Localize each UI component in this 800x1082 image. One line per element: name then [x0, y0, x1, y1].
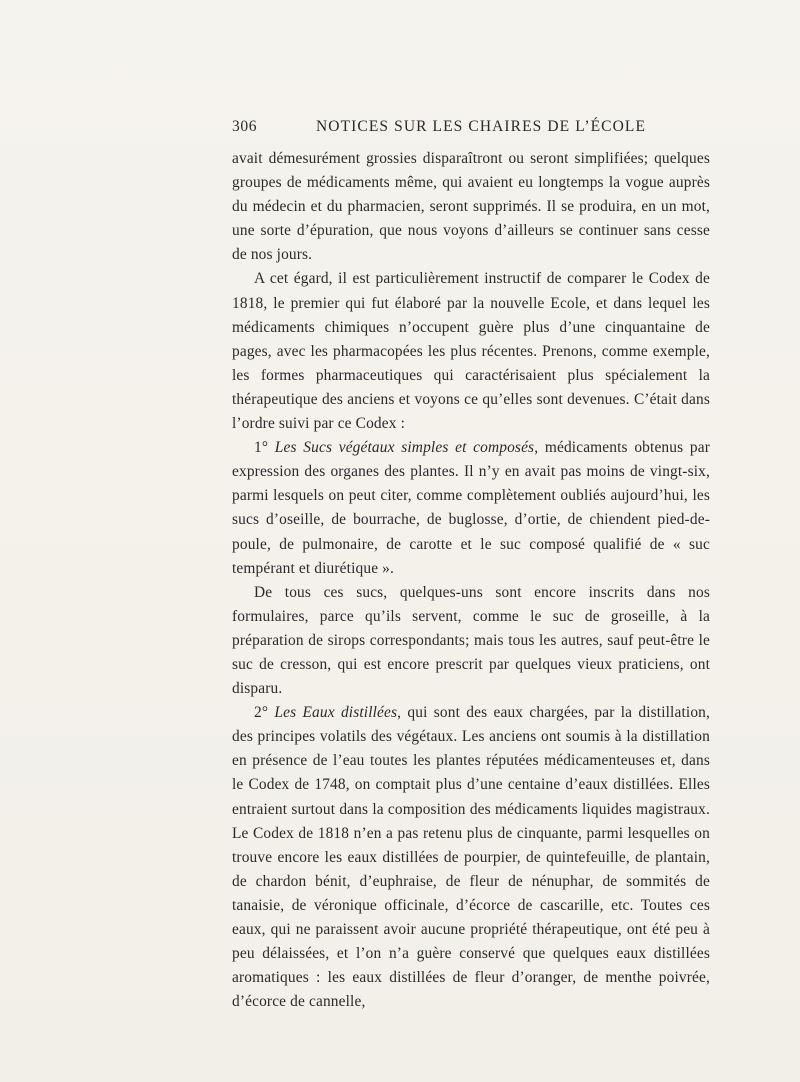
running-title: NOTICES SUR LES CHAIRES DE L’ÉCOLE: [316, 118, 647, 135]
paragraph: [232, 581, 710, 701]
paragraph: [232, 267, 710, 436]
paragraph-numbered: [232, 436, 710, 581]
paragraph-text: A cet égard, il est particulièrement instructif de comparer le Codex de 1818, le premier qui fut élaboré par la nouvelle Ecole, et dans lequel les médicaments chimiques n’occupent guère plus d’une cinquantaine de pages, avec les pharmacopées les plus récentes. Prenons, comme exemple, les formes pharmaceutiques qui caractérisaient plus spécialement la thérapeutique des anciens et voyons ce qu’elles sont devenues. C’était dans l’ordre suivi par ce Codex :: [232, 270, 710, 433]
paragraph-numbered: [232, 701, 710, 1014]
paragraph-text: De tous ces sucs, quelques-uns sont encore inscrits dans nos formulaires, parce qu’ils servent, comme le suc de groseille, à la préparation de sirops correspondants; mais tous les autres, sauf peut-être le suc de cresson, qui est encore prescrit par quelques vieux praticiens, ont disparu.: [232, 583, 710, 698]
item-title: Les Eaux distillées: [274, 704, 398, 722]
running-header: [232, 118, 710, 140]
paragraph: [232, 147, 710, 267]
paragraph-text: , qui sont des eaux chargées, par la distillation, des principes volatils des végétaux. Les anciens ont soumis à la distillation en présence de l’eau toutes les plantes réputées médicamenteuses et, dans le Codex de 1748, on comptait plus d’une centaine d’eaux distillées. Elles entraient surtout dans la composition des médicaments liquides magistraux. Le Codex de 1818 n’en a pas retenu plus de cinquante, parmi lesquelles on trouve encore les eaux distillées de pourpier, de quintefeuille, de plantain, de chardon bénit, d’euphraise, de fleur de nénuphar, de sommités de tanaisie, de véronique officinale, d’écorce de cascarille, etc. Toutes ces eaux, qui ne paraissent avoir aucune propriété thérapeutique, ont été peu à peu délaissées, et l’on n’a guère conservé que quelques eaux distillées aromatiques : les eaux distillées de fleur d’oranger, de menthe poivrée, d’écorce de cannelle,: [232, 704, 711, 1011]
paragraph-text: , médicaments obtenus par expression des organes des plantes. Il n’y en avait pas moins de vingt-six, parmi lesquels on peut citer, comme complètement oubliés aujourd’hui, les sucs d’oseille, de bourrache, de buglosse, d’ortie, de chiendent pied-de-poule, de pulmonaire, de carotte et le suc composé qualifié de « suc tempérant et diurétique ».: [232, 439, 710, 577]
page-number: 306: [232, 118, 258, 135]
item-title: Les Sucs végétaux simples et composés: [274, 439, 535, 457]
body-text: [232, 147, 710, 1014]
paragraph-text: avait démesurément grossies disparaîtront ou seront simplifiées; quelques groupes de médicaments même, qui avaient eu longtemps la vogue auprès du médecin et du pharmacien, seront supprimés. Il se produira, en un mot, une sorte d’épuration, que nous voyons d’ailleurs se continuer sans cesse de nos jours.: [232, 150, 710, 264]
item-number: 1°: [254, 439, 269, 457]
item-number: 2°: [254, 704, 269, 722]
